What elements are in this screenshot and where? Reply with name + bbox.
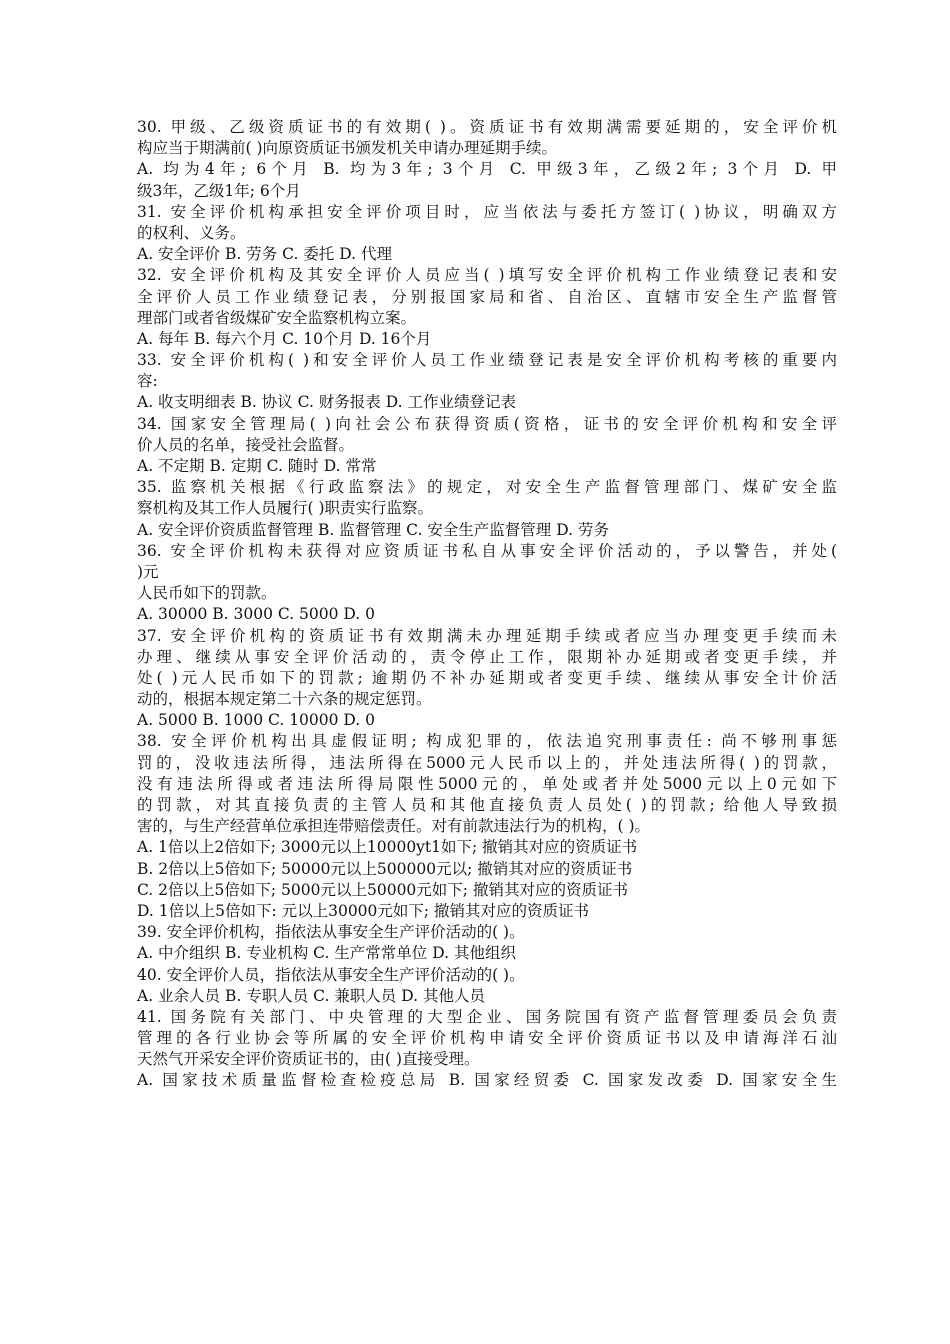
text-line: A. 业余人员 B. 专职人员 C. 兼职人员 D. 其他人员 [137, 986, 485, 1005]
text-line: A. 1倍以上2倍如下; 3000元以上10000yt1如下; 撤销其对应的资质证书 [137, 838, 638, 857]
text-line: A. 收支明细表 B. 协议 C. 财务报表 D. 工作业绩登记表 [137, 393, 516, 412]
document-page [137, 117, 837, 1092]
text-line: 动的，根据本规定第二十六条的规定惩罚。 [137, 690, 432, 709]
text-line: 管理的各行业协会等所属的安全评价机构申请安全评价资质证书以及申请海洋石汕 [137, 1029, 837, 1048]
text-line: 全评价人员工作业绩登记表，分别报国家局和省、自治区、直辖市安全生产监督管 [137, 287, 837, 306]
text-line: 38. 安全评价机构出具虚假证明; 构成犯罪的，依法追究刑事责任: 尚不够刑事惩 [137, 732, 837, 751]
text-line: 的权利、义务。 [137, 223, 246, 242]
text-line: C. 2倍以上5倍如下; 5000元以上50000元如下; 撤销其对应的资质证书 [137, 880, 628, 899]
text-line: B. 2倍以上5倍如下; 50000元以上500000元以; 撤销其对应的资质证书 [137, 859, 633, 878]
text-line: 30. 甲级、乙级资质证书的有效期( )。资质证书有效期满需要延期的，安全评价机 [137, 118, 837, 136]
text-line: 35. 监察机关根据《行政监察法》的规定，对安全生产监督管理部门、煤矿安全监 [137, 478, 837, 497]
text-line: 容: [137, 372, 158, 391]
text-line: 31. 安全评价机构承担安全评价项目时，应当依法与委托方签订( )协议，明确双方 [137, 202, 837, 221]
text-line: A. 安全评价资质监督管理 B. 监督管理 C. 安全生产监督管理 D. 劳务 [137, 520, 609, 539]
text-line: 天然气开采安全评价资质证书的，由( )直接受理。 [137, 1050, 480, 1069]
text-line: 39. 安全评价机构，指依法从事安全生产评价活动的( )。 [137, 923, 525, 942]
text-line: A. 安全评价 B. 劳务 C. 委托 D. 代理 [137, 245, 392, 264]
text-line: )元 [137, 562, 159, 581]
text-line: 理部门或者省级煤矿安全监察机构立案。 [137, 308, 417, 327]
text-line: D. 1倍以上5倍如下: 元以上30000元如下; 撤销其对应的资质证书 [137, 901, 590, 920]
text-line: A. 5000 B. 1000 C. 10000 D. 0 [137, 711, 376, 730]
text-line: A. 均为4年; 6个月 B. 均为3年; 3个月 C. 甲级3年，乙级2年; 3个月 D. 甲 [137, 160, 837, 179]
text-line: 32. 安全评价机构及其安全评价人员应当( )填写安全评价机构工作业绩登记表和安 [137, 266, 837, 285]
text-line: 34. 国家安全管理局( )向社会公布获得资质(资格，证书的安全评价机构和安全评 [137, 414, 837, 433]
text-line: 的罚款，对其直接负责的主管人员和其他直接负责人员处( )的罚款; 给他人导致损 [137, 796, 837, 814]
text-line: A. 不定期 B. 定期 C. 随时 D. 常常 [137, 457, 377, 475]
text-line: 害的，与生产经营单位承担连带赔偿责任。对有前款违法行为的机构，( )。 [137, 817, 651, 836]
text-line: 构应当于期满前( )向原资质证书颁发机关申请办理延期手续。 [137, 139, 558, 158]
text-line: 办理、继续从事安全评价活动的，责令停止工作，限期补办延期或者变更手续，并 [137, 647, 837, 666]
text-line: 察机构及其工作人员履行( )职责实行监察。 [137, 499, 434, 518]
text-line: A. 中介组织 B. 专业机构 C. 生产常常单位 D. 其他组织 [137, 944, 516, 963]
text-line: 没有违法所得或者违法所得局限性5000元的，单处或者并处5000元以上0元如下 [137, 774, 837, 793]
text-line: 级3年，乙级1年; 6个月 [137, 181, 301, 200]
text-line: 价人员的名单，接受社会监督。 [137, 435, 355, 454]
text-line: 人民币如下的罚款。 [137, 584, 277, 603]
text-line: A. 每年 B. 每六个月 C. 10个月 D. 16个月 [137, 329, 432, 348]
text-line: 40. 安全评价人员，指依法从事安全生产评价活动的( )。 [137, 965, 525, 984]
text-line: A. 国家技术质量监督检查检疫总局 B. 国家经贸委 C. 国家发改委 D. 国家安全生 [137, 1071, 837, 1090]
text-line: A. 30000 B. 3000 C. 5000 D. 0 [137, 605, 376, 624]
text-line: 处( )元人民币如下的罚款; 逾期仍不补办延期或者变更手续、继续从事安全计价活 [137, 668, 837, 687]
text-line: 33. 安全评价机构( )和安全评价人员工作业绩登记表是安全评价机构考核的重要内 [137, 351, 837, 370]
text-line: 37. 安全评价机构的资质证书有效期满未办理延期手续或者应当办理变更手续而未 [137, 626, 837, 645]
text-line: 36. 安全评价机构未获得对应资质证书私自从事安全评价活动的，予以警告，并处( [137, 541, 837, 560]
text-line: 41. 国务院有关部门、中央管理的大型企业、国务院国有资产监督管理委员会负责 [137, 1007, 837, 1026]
text-line: 罚的，没收违法所得，违法所得在5000元人民币以上的，并处违法所得( )的罚款， [137, 753, 837, 772]
